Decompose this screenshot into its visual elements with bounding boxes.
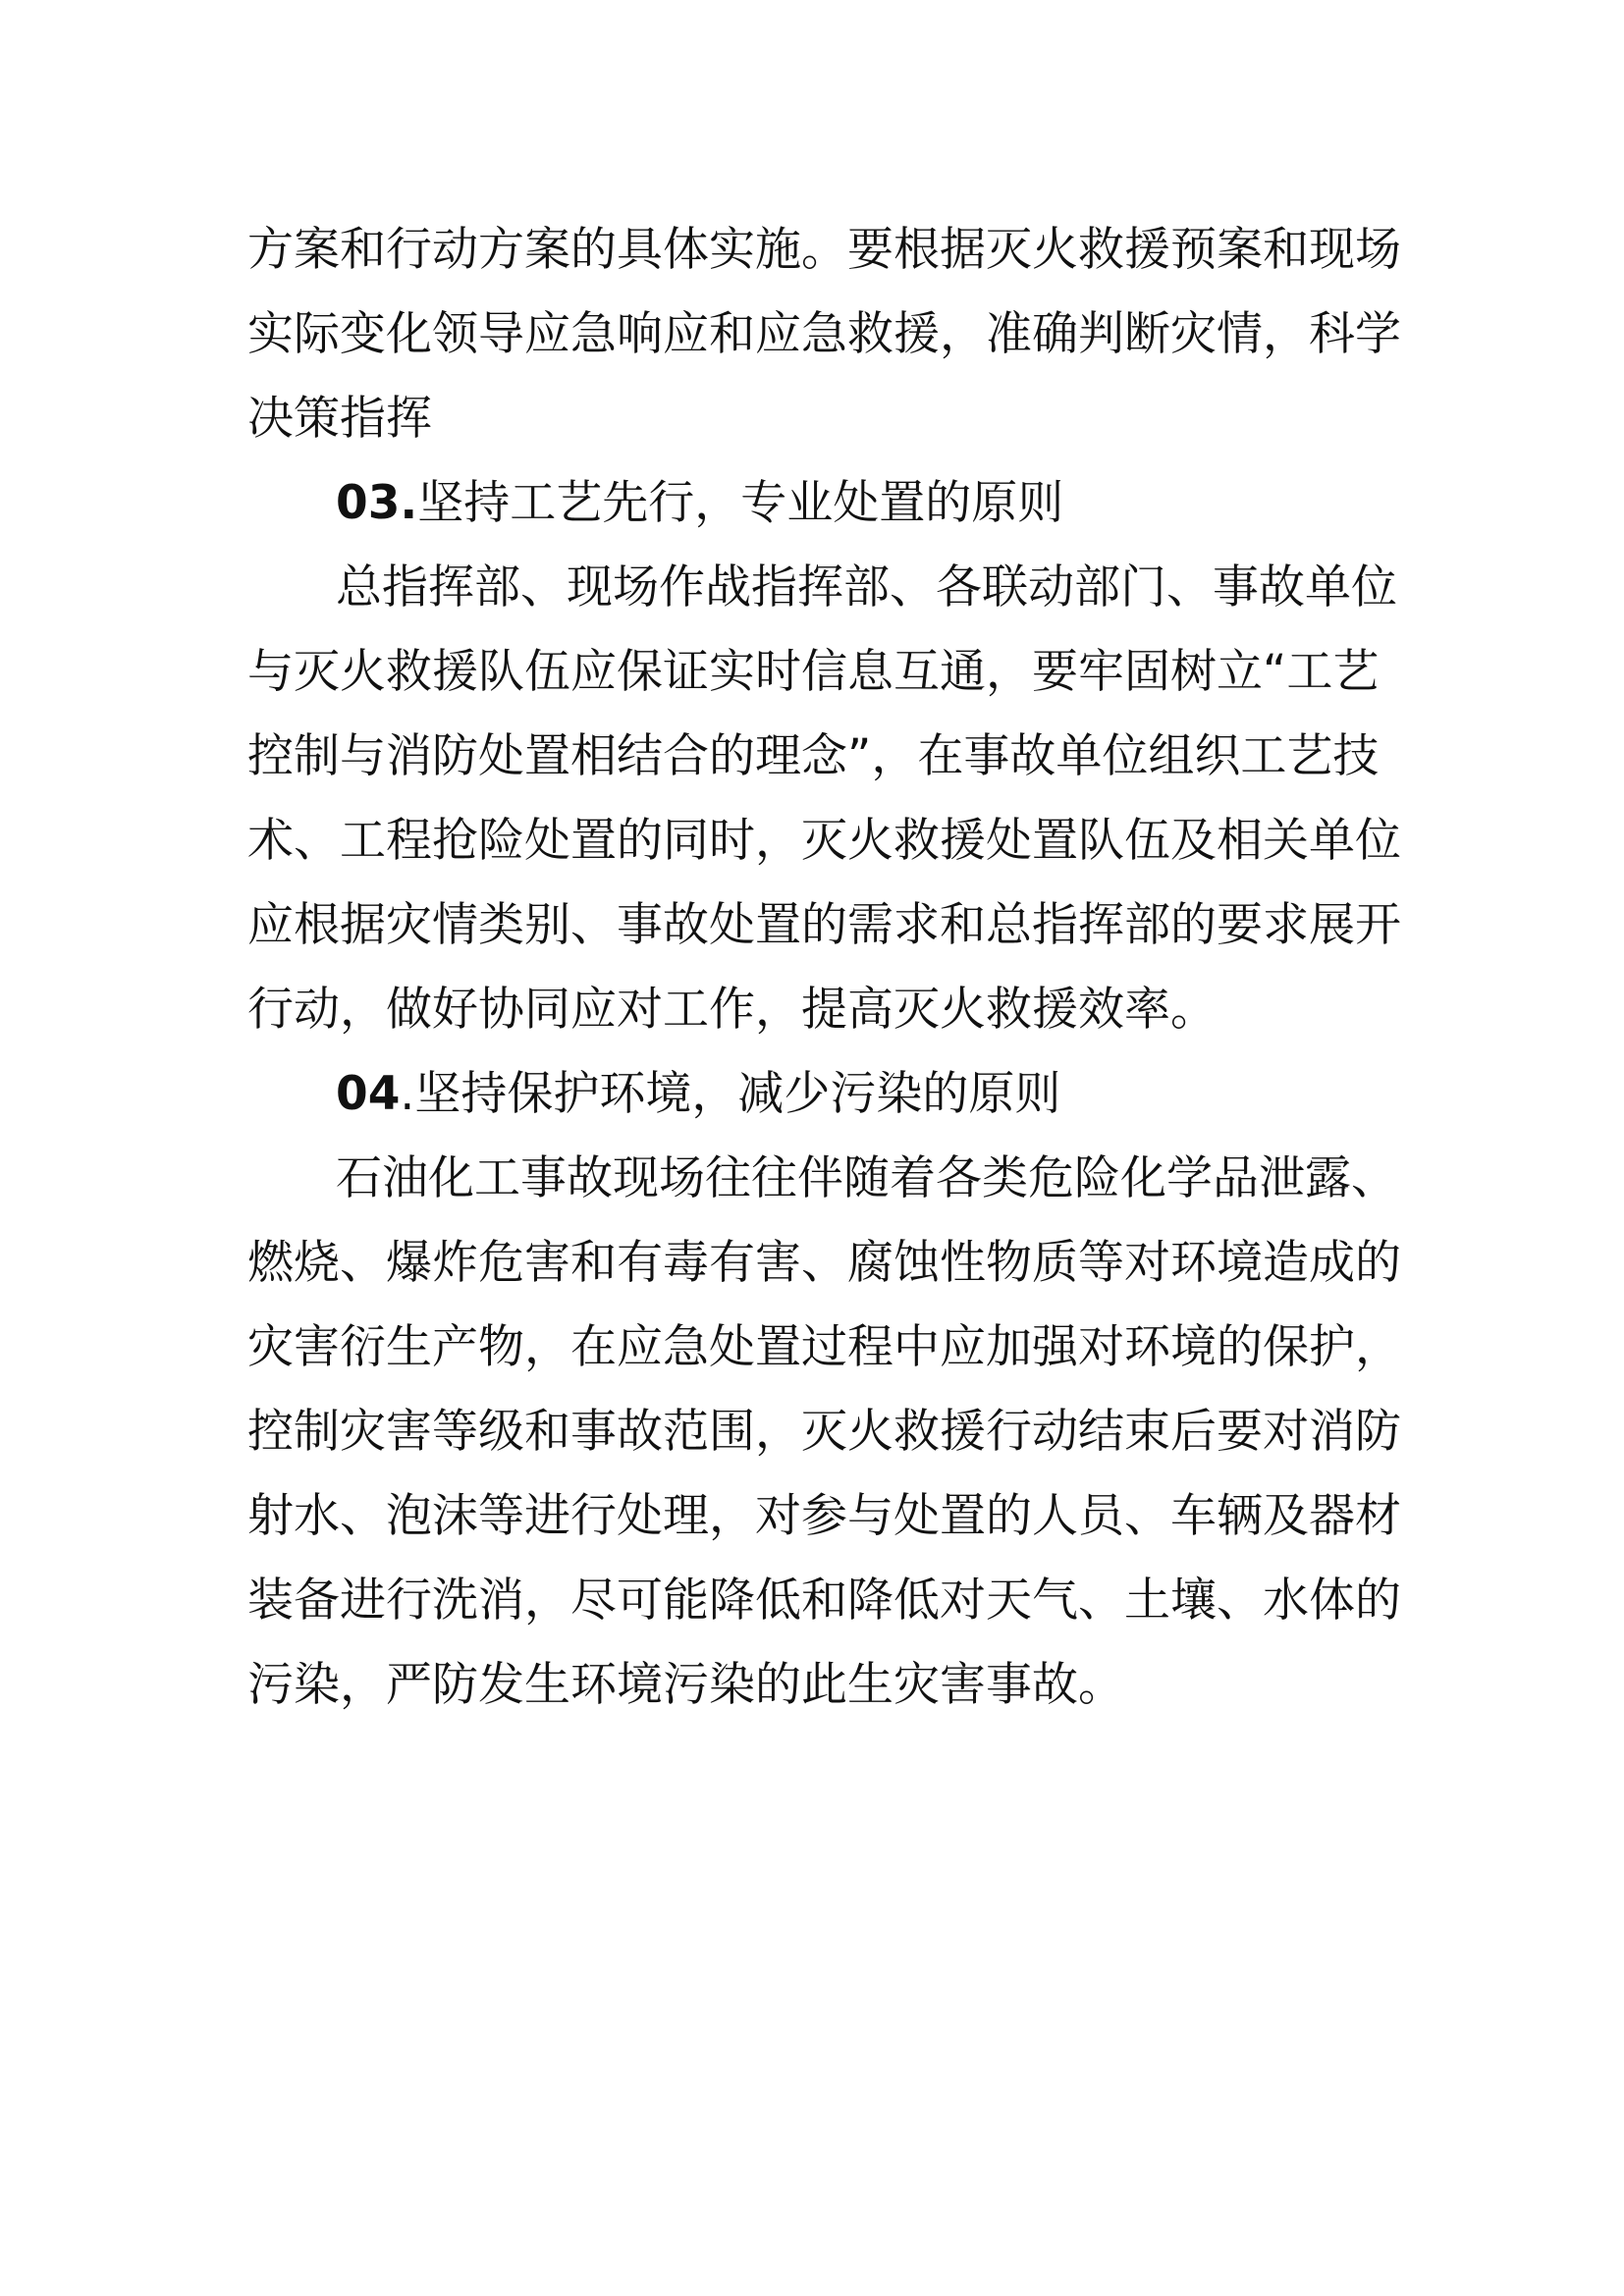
paragraph-line: 石油化工事故现场往往伴随着各类危险化学品泄露、 (336, 1151, 1397, 1205)
section-heading-04 (336, 1065, 1060, 1124)
paragraph-line: 实际变化领导应急响应和应急救援，准确判断灾情，科学 (247, 307, 1401, 361)
paragraph-line: 射水、泡沫等进行处理，对参与处置的人员、车辆及器材 (247, 1489, 1401, 1543)
section-title: .坚持保护环境，减少污染的原则 (400, 1067, 1061, 1121)
paragraph-line: 污染，严防发生环境污染的此生灾害事故。 (247, 1658, 1124, 1712)
section-heading-03 (336, 474, 1063, 533)
section-number: 04 (336, 1067, 401, 1121)
paragraph-line: 装备进行洗消，尽可能降低和降低对天气、土壤、水体的 (247, 1574, 1401, 1628)
paragraph-line: 灾害衍生产物，在应急处置过程中应加强对环境的保护， (247, 1320, 1401, 1374)
paragraph-line: 与灭火救援队伍应保证实时信息互通，要牢固树立“工艺 (247, 645, 1380, 699)
section-number: 03. (336, 476, 418, 530)
paragraph-line: 控制与消防处置相结合的理念”，在事故单位组织工艺技 (247, 729, 1380, 783)
paragraph-line: 行动，做好协同应对工作，提高灭火救援效率。 (247, 983, 1217, 1037)
paragraph-line: 燃烧、爆炸危害和有毒有害、腐蚀性物质等对环境造成的 (247, 1236, 1401, 1290)
paragraph-line: 应根据灾情类别、事故处置的需求和总指挥部的要求展开 (247, 898, 1401, 952)
paragraph-line: 决策指挥 (247, 392, 432, 446)
paragraph-line: 控制灾害等级和事故范围，灭火救援行动结束后要对消防 (247, 1405, 1401, 1459)
section-title: 坚持工艺先行，专业处置的原则 (417, 476, 1064, 530)
paragraph-line: 术、工程抢险处置的同时，灭火救援处置队伍及相关单位 (247, 814, 1401, 868)
paragraph-line: 总指挥部、现场作战指挥部、各联动部门、事故单位 (336, 561, 1397, 614)
paragraph-line: 方案和行动方案的具体实施。要根据灭火救援预案和现场 (247, 223, 1401, 277)
